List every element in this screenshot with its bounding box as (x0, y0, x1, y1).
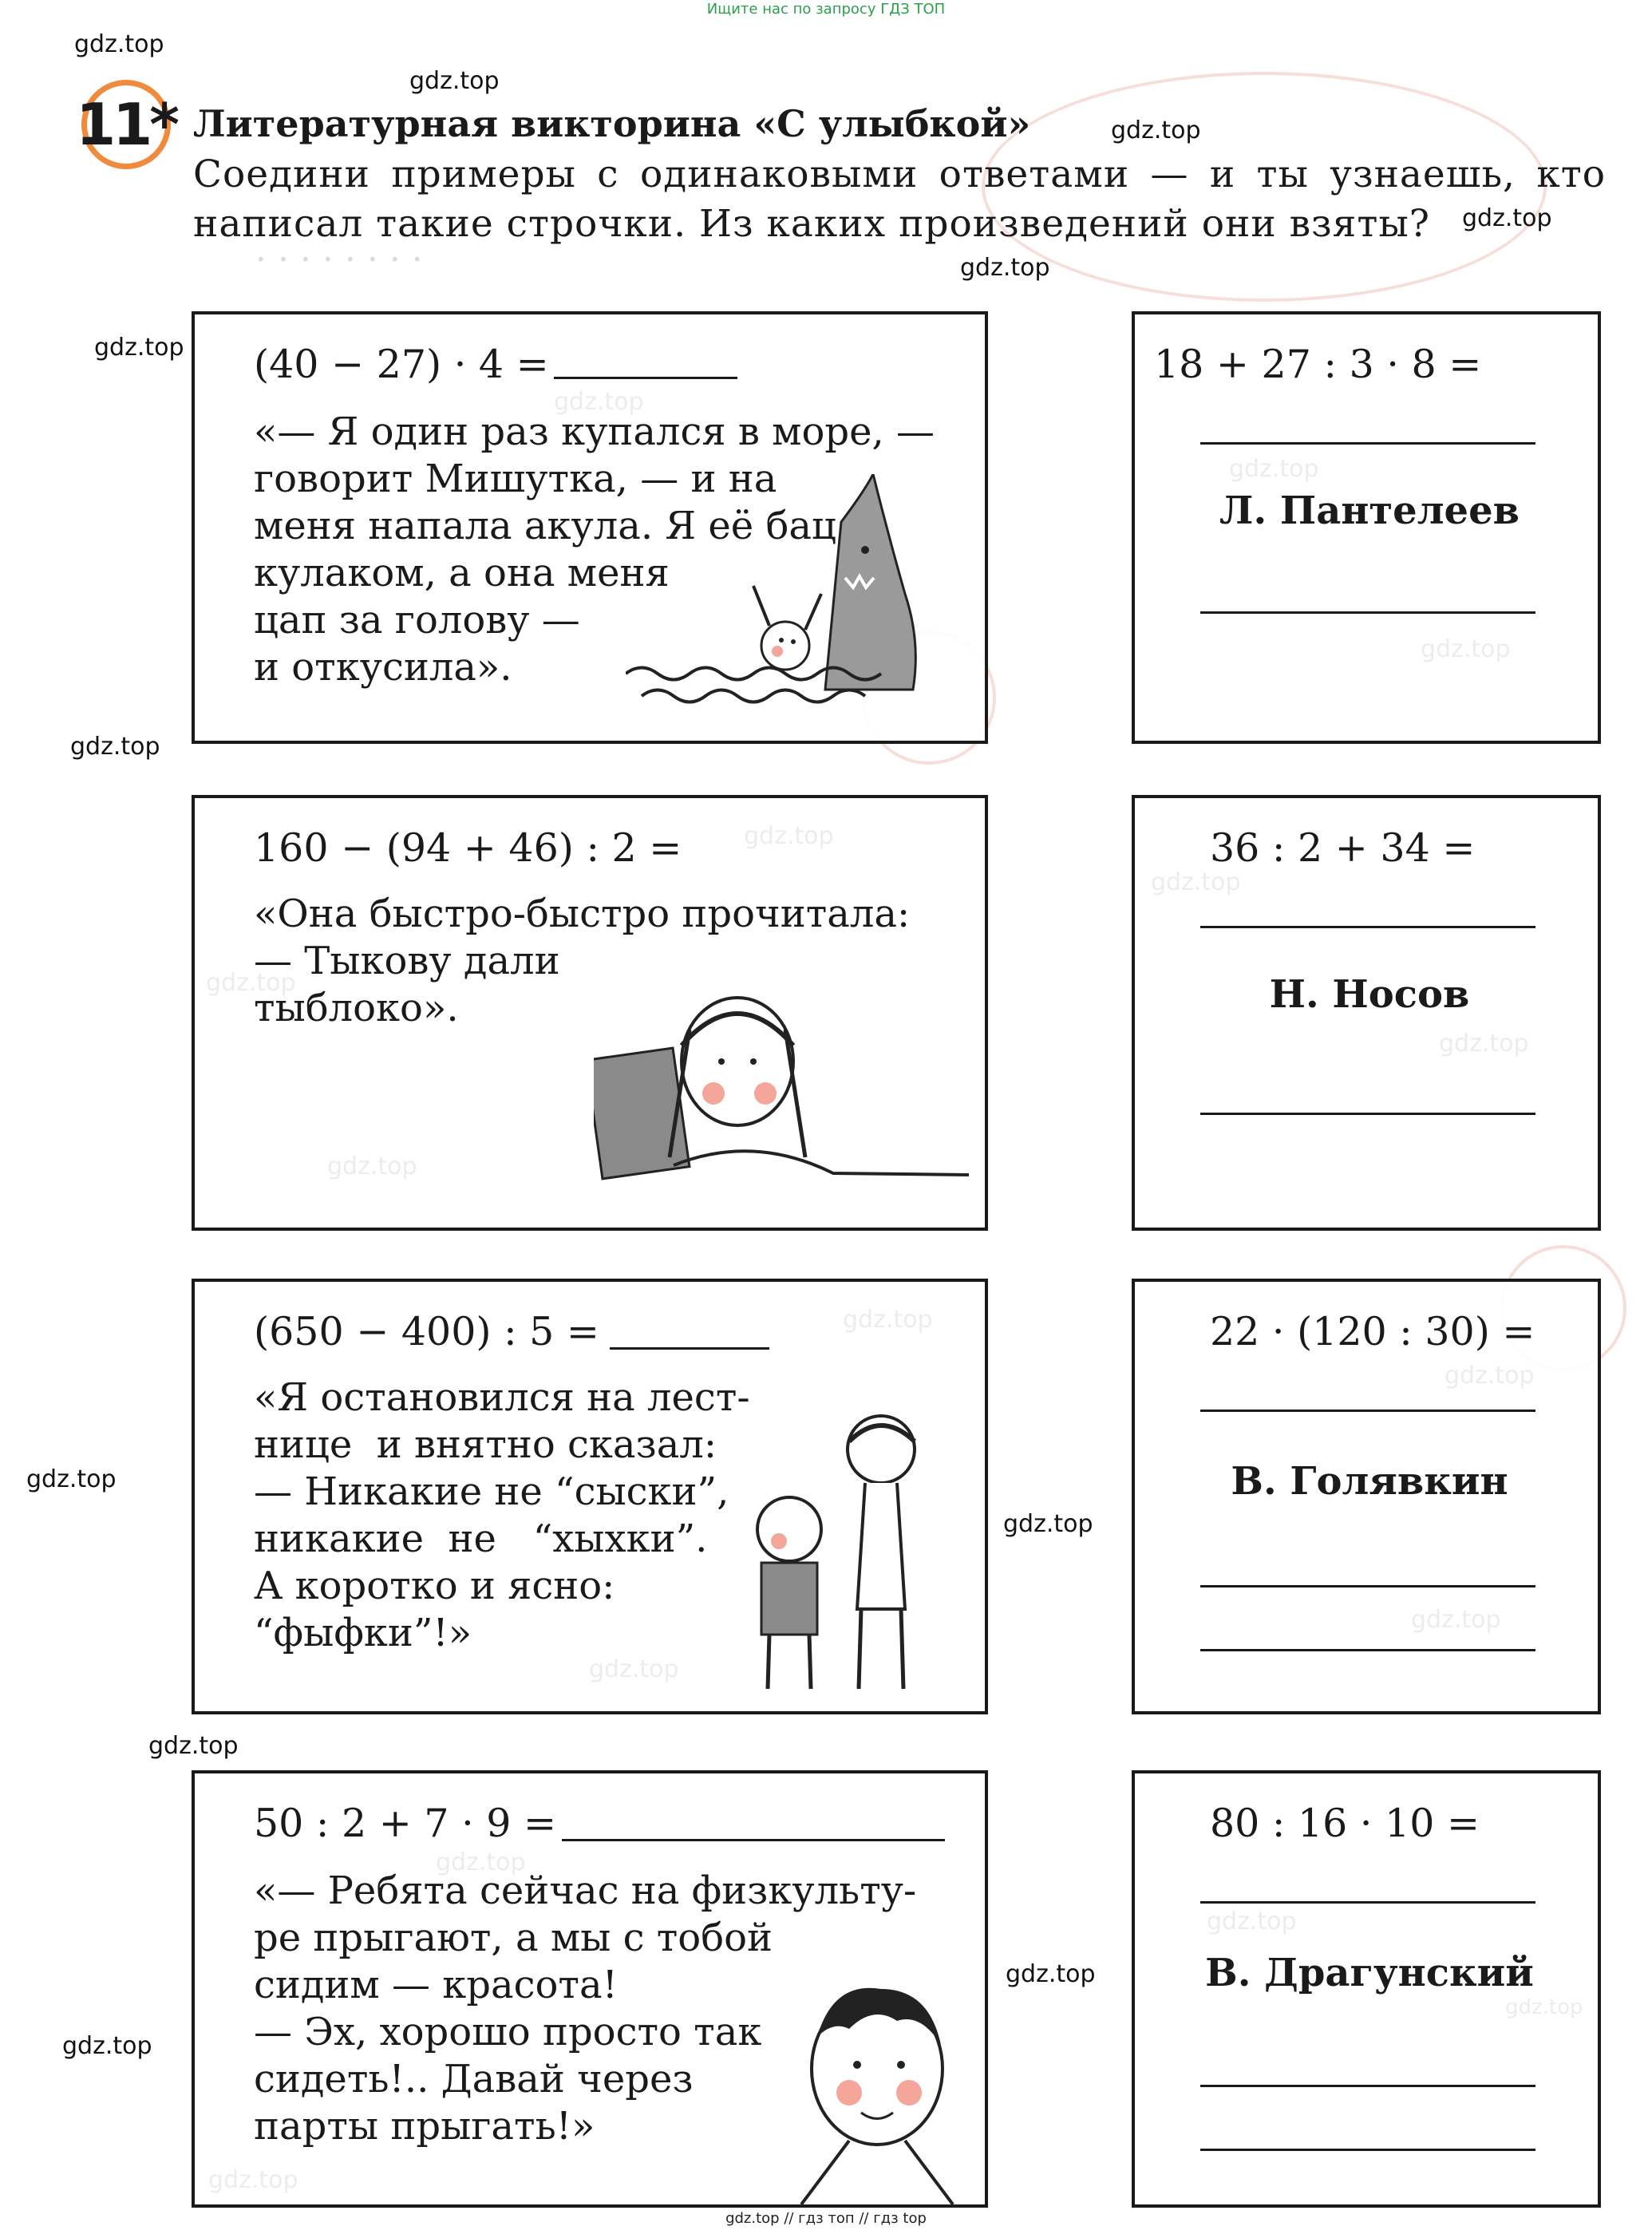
author-card-4[interactable] (1132, 1770, 1601, 2208)
quote-text: «Я остановился на лест- нице и внятно сказал: — Никакие не “сыски”, никакие не “хыхки”. А коротко и ясно: “фыфки”!» (254, 1375, 750, 1655)
quote-text: «— Я один раз купался в море, — говорит Мишутка, — и на меня напала акула. Я её бац кулаком, а она меня цап за голову — и откусила». (254, 409, 935, 690)
task-number-badge (76, 80, 176, 169)
two-boys-illustration (705, 1410, 977, 1705)
expression: 18 + 27 : 3 · 8 = (1154, 342, 1482, 387)
expression: 50 : 2 + 7 · 9 = (254, 1801, 557, 1846)
author-card-3[interactable] (1132, 1279, 1601, 1714)
watermark: gdz.top (1006, 1960, 1096, 1988)
watermark: gdz.top (409, 67, 500, 95)
answer-line[interactable] (1200, 611, 1535, 614)
answer-line[interactable] (1200, 2149, 1535, 2151)
quote-card-1[interactable] (192, 311, 988, 744)
answer-line[interactable] (1200, 1585, 1535, 1587)
expression: 22 · (120 : 30) = (1210, 1309, 1535, 1354)
answer-line[interactable] (1200, 926, 1535, 928)
answer-line[interactable] (1200, 1410, 1535, 1412)
task-instruction: Соедини примеры с одинаковыми ответами — и ты узнаешь, кто написал такие строчки. Из каких произведений они взяты? (193, 152, 1606, 246)
author-name: Н. Носов (1269, 972, 1470, 1017)
watermark: gdz.top (26, 1465, 117, 1493)
girl-reading-illustration (594, 966, 969, 1205)
bottom-banner[interactable]: gdz.top // гдз топ // гдз top (725, 2210, 927, 2227)
quote-card-4[interactable] (192, 1770, 988, 2208)
expression: (40 − 27) · 4 = (254, 342, 549, 387)
answer-line[interactable] (1200, 1649, 1535, 1651)
boy-portrait-illustration (785, 1965, 977, 2204)
quote-text: «— Ребята сейчас на физкульту- ре прыгают, а мы с тобой сидим — красота! — Эх, хорошо просто так сидеть!.. Давай через парты прыгать!» (254, 1868, 917, 2149)
quote-text: «Она быстро-быстро прочитала: — Тыкову дали тыблоко». (254, 892, 911, 1030)
task-title: Литературная викторина «С улыбкой» (193, 102, 1031, 145)
task-number: 11* (76, 91, 176, 158)
expression: 36 : 2 + 34 = (1210, 825, 1476, 871)
answer-line[interactable] (610, 1347, 769, 1350)
watermark: gdz.top (1111, 117, 1201, 144)
answer-line[interactable] (562, 1839, 945, 1841)
watermark: gdz.top (74, 30, 164, 58)
answer-line[interactable] (1200, 1113, 1535, 1115)
answer-line[interactable] (1200, 2085, 1535, 2087)
answer-line[interactable] (1200, 1901, 1535, 1904)
author-name: В. Голявкин (1231, 1459, 1508, 1504)
boy-shark-illustration (626, 474, 961, 714)
watermark: gdz.top (960, 254, 1050, 282)
watermark: gdz.top (62, 2032, 152, 2060)
watermark: gdz.top (1462, 204, 1552, 232)
expression: 160 − (94 + 46) : 2 = (254, 825, 682, 871)
watermark: gdz.top (1003, 1510, 1093, 1538)
answer-line[interactable] (554, 377, 737, 379)
quote-card-3[interactable] (192, 1279, 988, 1714)
quote-card-2[interactable] (192, 795, 988, 1231)
author-card-1[interactable] (1132, 311, 1601, 744)
author-name: Л. Пантелеев (1219, 488, 1520, 533)
watermark: gdz.top (148, 1732, 239, 1760)
answer-line[interactable] (1200, 442, 1535, 445)
expression: (650 − 400) : 5 = (254, 1309, 599, 1354)
author-card-2[interactable] (1132, 795, 1601, 1231)
watermark: gdz.top (94, 334, 184, 362)
expression: 80 : 16 · 10 = (1210, 1801, 1480, 1846)
watermark: gdz.top (70, 733, 160, 761)
author-name: В. Драгунский (1205, 1951, 1534, 1995)
top-banner[interactable]: Ищите нас по запросу ГДЗ ТОП (706, 1, 946, 18)
